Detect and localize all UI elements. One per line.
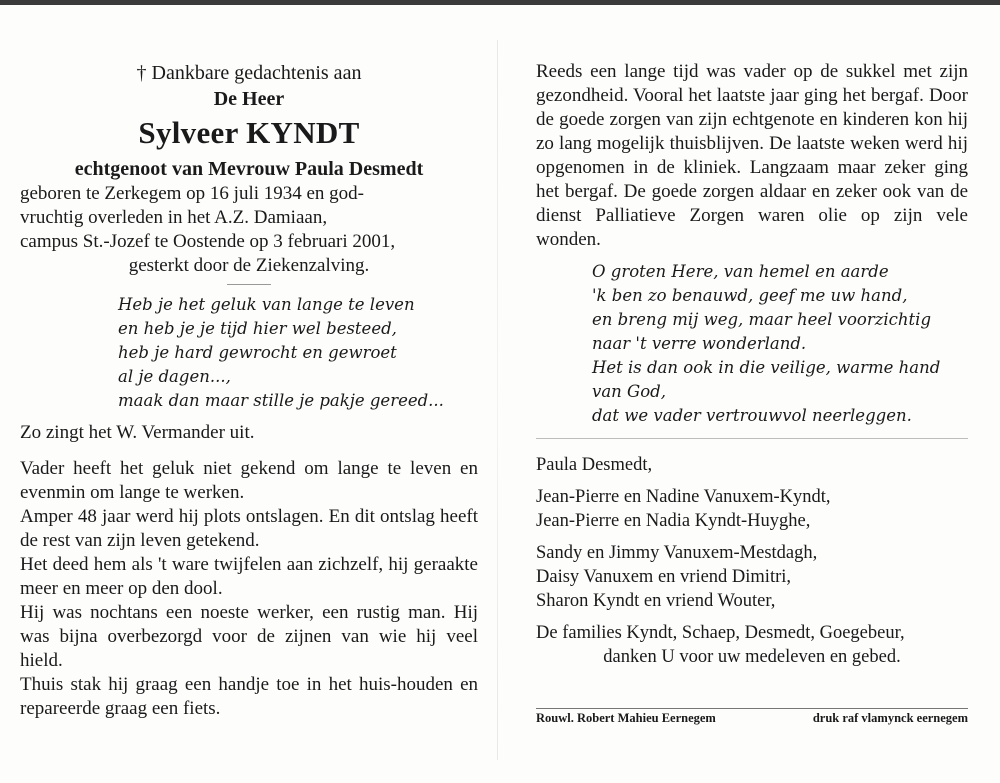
- bio-line: campus St.-Jozef te Oostende op 3 februari 2001,: [20, 231, 396, 252]
- family-line: Jean-Pierre en Nadine Vanuxem-Kyndt,: [536, 487, 831, 507]
- poem-right: [592, 260, 968, 428]
- paragraph: Thuis stak hij graag een handje toe in het huis-houden en repareerde graag een fiets.: [20, 674, 478, 719]
- poem-line: en heb je je tijd hier wel besteed,: [118, 319, 397, 338]
- dedication: † Dankbare gedachtenis aan: [136, 62, 362, 84]
- honorific-title: De Heer: [213, 88, 285, 110]
- poem-line: 'k ben zo benauwd, geef me uw hand,: [592, 286, 908, 305]
- paragraph: Het deed hem als 't ware twijfelen aan zichzelf, hij geraakte meer en meer op den dool.: [20, 554, 478, 599]
- left-page: [20, 60, 478, 721]
- footer-printer: druk raf vlamynck eernegem: [812, 711, 968, 725]
- poem-attribution: Zo zingt het W. Vermander uit.: [20, 422, 255, 443]
- poem-line: maak dan maar stille je pakje gereed...: [118, 391, 444, 410]
- paragraph: Hij was nochtans een noeste werker, een rustig man. Hij was bijna overbezorgd voor de zijnen van wie hij veel hield.: [20, 602, 478, 671]
- poem-line: heb je hard gewrocht en gewroet: [118, 343, 397, 362]
- spouse-line: echtgenoot van Mevrouw Paula Desmedt: [74, 158, 424, 180]
- footer-undertaker: Rouwl. Robert Mahieu Eernegem: [536, 711, 716, 725]
- poem-left: [118, 293, 478, 413]
- thanks-line: danken U voor uw medeleven en gebed.: [603, 647, 901, 667]
- paragraph: Amper 48 jaar werd hij plots ontslagen. En dit ontslag heeft de rest van zijn leven getekend.: [20, 506, 478, 551]
- poem-line: dat we vader vertrouwvol neerleggen.: [592, 406, 912, 425]
- poem-line: naar 't verre wonderland.: [592, 334, 807, 353]
- bio-line: geboren te Zerkegem op 16 juli 1934 en god-: [20, 183, 365, 204]
- divider: [536, 438, 968, 439]
- family-line: Sandy en Jimmy Vanuxem-Mestdagh,: [536, 543, 818, 563]
- family-line: De families Kyndt, Schaep, Desmedt, Goegebeur,: [536, 623, 905, 643]
- paragraph: Reeds een lange tijd was vader op de sukkel met zijn gezondheid. Vooral het laatste jaar ging het bergaf. Door de goede zorgen van zijn echtgenote en kinderen kon hij zo lang mogelijk thuisblijven. De laatste weken werd hij opgenomen in de kliniek. Langzaam maar zeker ging het bergaf. De goede zorgen aldaar en zeker ook van de dienst Palliatieve Zorgen waren olie op zijn vele wonden.: [536, 61, 968, 250]
- family-line: Paula Desmedt,: [536, 455, 653, 475]
- bio-line: gesterkt door de Ziekenzalving.: [128, 255, 370, 276]
- poem-line: Heb je het geluk van lange te leven: [118, 295, 415, 314]
- divider: [227, 284, 271, 285]
- right-page: [536, 60, 968, 669]
- card-fold: [497, 40, 498, 760]
- deceased-name: Sylveer KYNDT: [138, 115, 360, 150]
- poem-line: O groten Here, van hemel en aarde: [592, 262, 889, 281]
- printer-footer: [536, 708, 968, 726]
- family-list: [536, 453, 968, 669]
- poem-line: van God,: [592, 382, 666, 401]
- bio-line: vruchtig overleden in het A.Z. Damiaan,: [20, 207, 328, 228]
- paragraph: Vader heeft het geluk niet gekend om lange te leven en evenmin om lange te werken.: [20, 458, 478, 503]
- family-line: Jean-Pierre en Nadia Kyndt-Huyghe,: [536, 511, 811, 531]
- bio-block: [20, 182, 478, 278]
- family-line: Sharon Kyndt en vriend Wouter,: [536, 591, 776, 611]
- poem-line: al je dagen...,: [118, 367, 231, 386]
- family-line: Daisy Vanuxem en vriend Dimitri,: [536, 567, 792, 587]
- poem-line: Het is dan ook in die veilige, warme hand: [592, 358, 941, 377]
- card-top-edge: [0, 0, 1000, 5]
- poem-line: en breng mij weg, maar heel voorzichtig: [592, 310, 932, 329]
